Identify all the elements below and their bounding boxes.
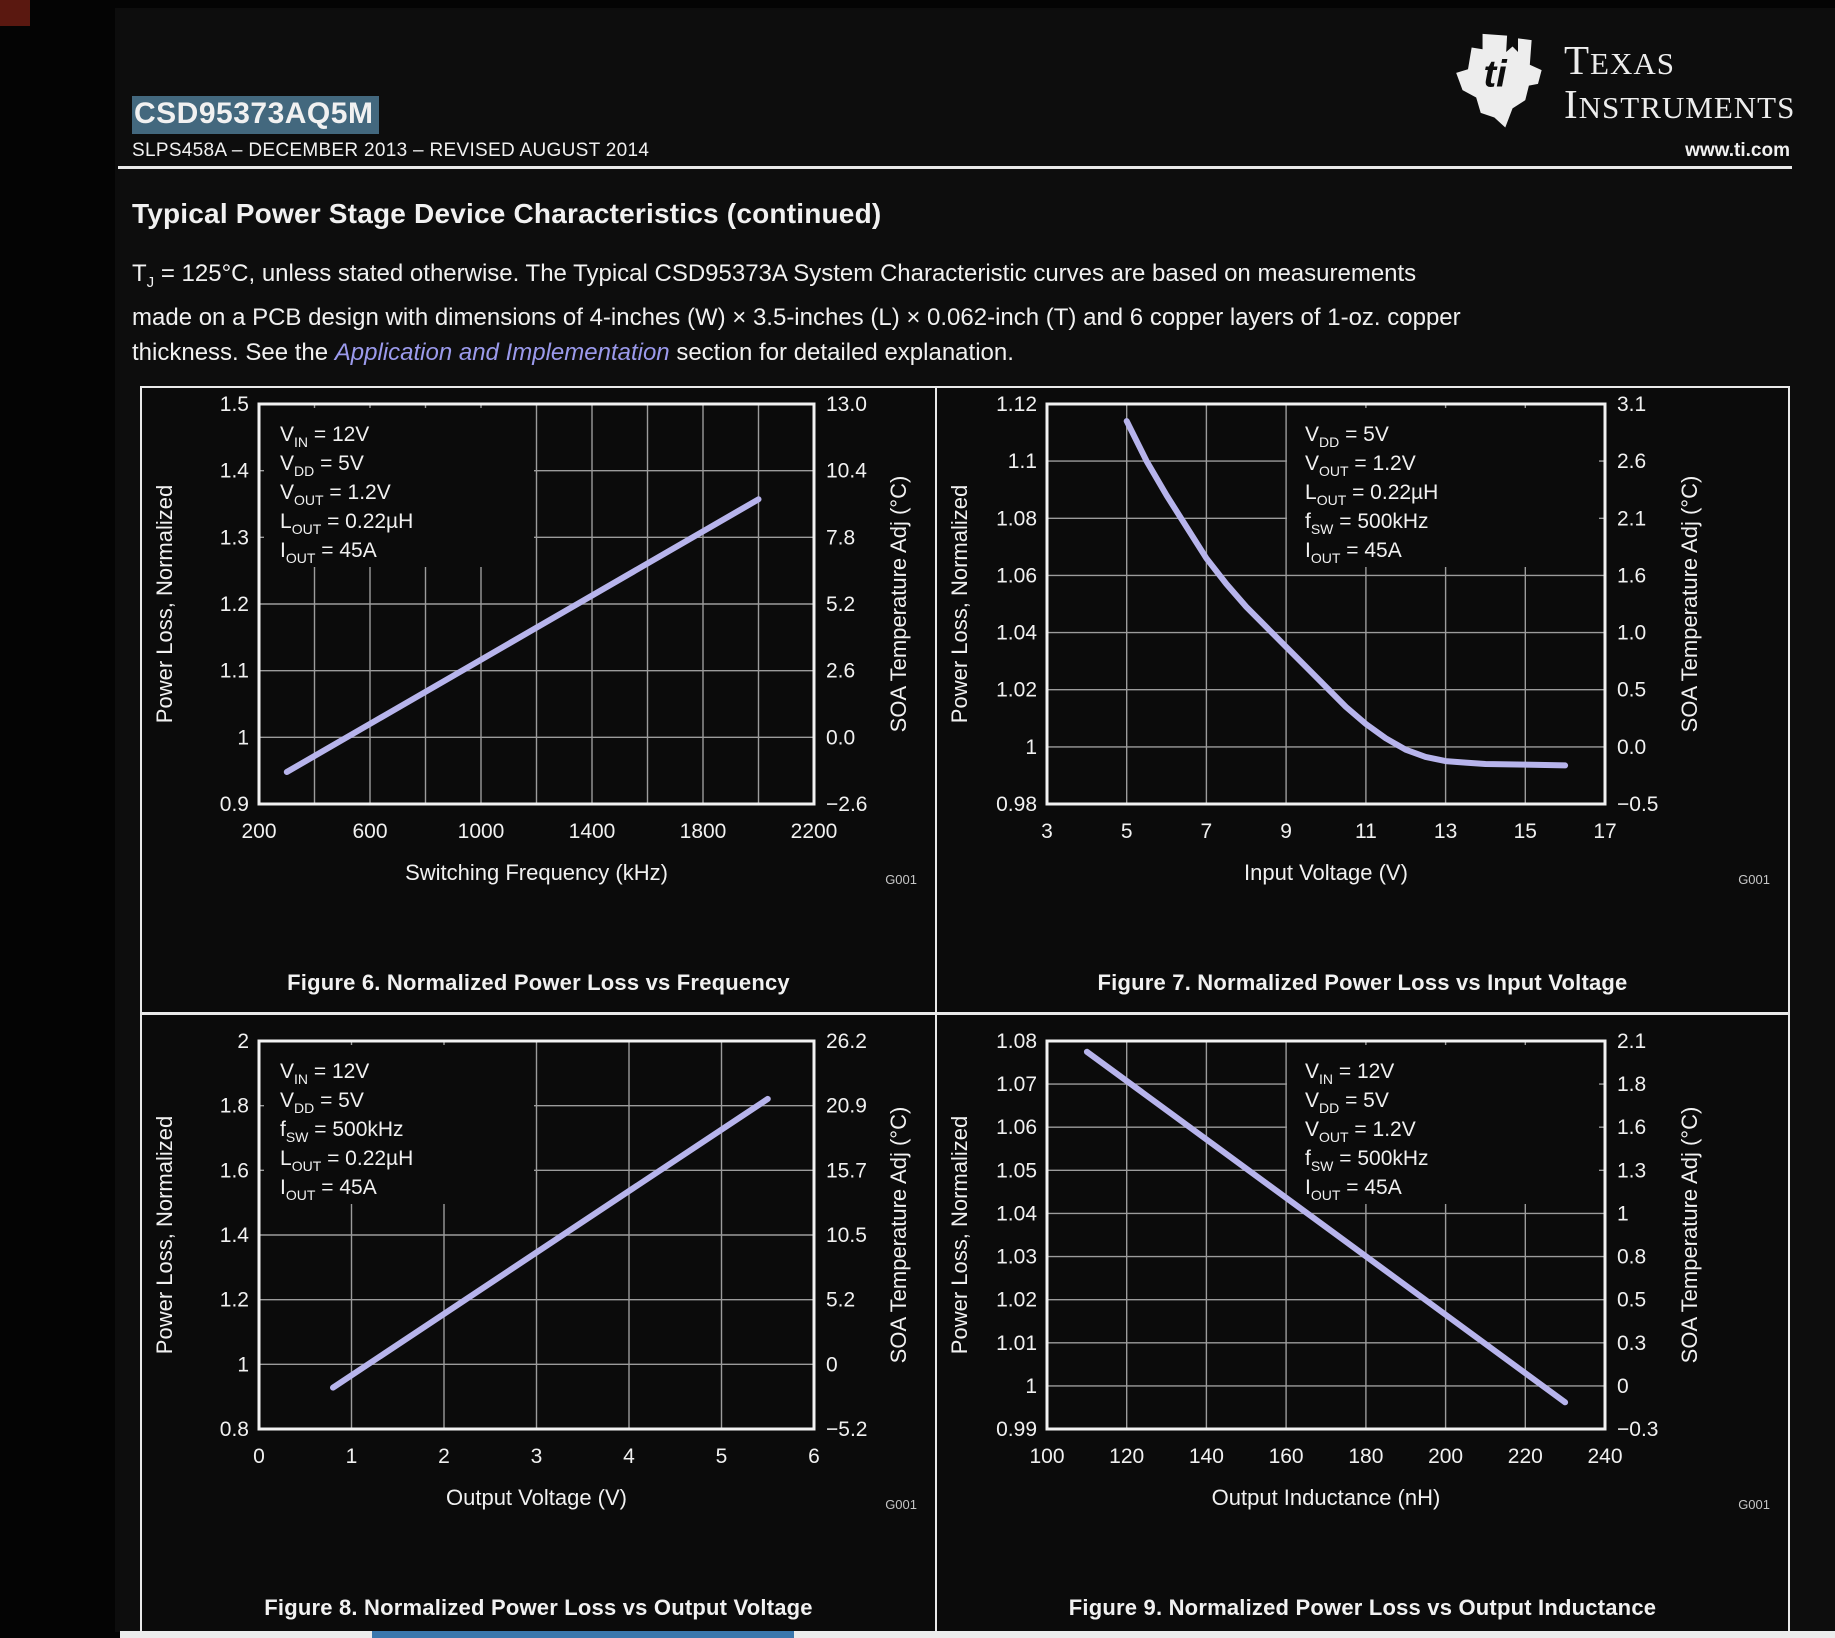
svg-text:1.03: 1.03 (996, 1245, 1037, 1269)
y-axis-ticks-right (1617, 393, 1658, 816)
svg-text:1.02: 1.02 (996, 678, 1037, 702)
figure-6-caption: Figure 6. Normalized Power Loss vs Frequency (287, 970, 790, 995)
svg-text:2.6: 2.6 (826, 659, 856, 683)
svg-text:13.0: 13.0 (826, 393, 867, 416)
svg-text:1.8: 1.8 (1617, 1073, 1647, 1097)
svg-text:ti: ti (1483, 52, 1507, 96)
svg-text:fSW = 500kHz: $f_{SW} = 500kHz$ (1305, 510, 1429, 537)
svg-text:0.8: 0.8 (1617, 1245, 1647, 1269)
svg-text:200: 200 (1428, 1445, 1464, 1468)
figure-7-chart (937, 390, 1788, 1010)
x-axis-ticks (253, 1445, 820, 1468)
svg-text:200: 200 (241, 820, 277, 843)
svg-text:2.6: 2.6 (1617, 450, 1647, 474)
svg-text:IOUT = 45A: $I_{OUT} = 45A$ (280, 539, 377, 566)
svg-text:1.05: 1.05 (996, 1159, 1037, 1183)
svg-text:fSW = 500kHz: $f_{SW} = 500kHz$ (1305, 1147, 1429, 1174)
y-axis-title-right: SOA Temperature Adj (°C) (886, 475, 911, 733)
ti-logo-wordmark (1564, 37, 1796, 128)
y-axis-ticks-right (826, 1030, 867, 1441)
svg-text:5.2: 5.2 (826, 1288, 856, 1312)
svg-text:−0.3: −0.3 (1617, 1418, 1659, 1441)
figure-7 (937, 390, 1788, 1010)
graph-id-watermark: G001 (885, 872, 917, 887)
ti-logo-line2: INSTRUMENTS (1564, 81, 1796, 127)
svg-text:1.6: 1.6 (1617, 564, 1647, 588)
svg-text:VDD = 5V: $V_{DD} = 5V$ (1305, 1089, 1389, 1116)
svg-text:2.1: 2.1 (1617, 507, 1647, 531)
svg-text:180: 180 (1348, 1445, 1384, 1468)
x-axis-ticks (241, 820, 837, 843)
figure-9-chart (937, 1015, 1788, 1638)
svg-text:160: 160 (1268, 1445, 1304, 1468)
svg-text:9: 9 (1280, 820, 1292, 843)
svg-text:13: 13 (1433, 820, 1458, 843)
figure-8-caption: Figure 8. Normalized Power Loss vs Output Voltage (264, 1595, 813, 1620)
website-link[interactable]: www.ti.com (1685, 140, 1790, 161)
svg-text:1: 1 (1617, 1202, 1629, 1226)
svg-text:0: 0 (1617, 1374, 1629, 1398)
svg-text:11: 11 (1354, 820, 1377, 843)
svg-text:2200: 2200 (790, 820, 838, 843)
svg-text:IOUT = 45A: $I_{OUT} = 45A$ (1305, 539, 1402, 566)
svg-text:1.02: 1.02 (996, 1288, 1037, 1312)
svg-text:7.8: 7.8 (826, 526, 856, 550)
svg-text:0.98: 0.98 (996, 793, 1037, 816)
svg-text:VOUT = 1.2V: $V_{OUT} = 1.2V$ (280, 481, 391, 508)
svg-text:1.5: 1.5 (219, 393, 249, 416)
svg-text:VIN = 12V: $V_{IN} = 12V$ (280, 1060, 370, 1087)
figure-7-caption: Figure 7. Normalized Power Loss vs Input Voltage (1097, 970, 1628, 995)
paragraph-line-2: made on a PCB design with dimensions of 4-inches (W) × 3.5-inches (L) × 0.062-inch (T) and 6 copper layers of 1-oz. copper (132, 303, 1461, 331)
svg-text:5.2: 5.2 (826, 593, 856, 616)
svg-text:6: 6 (808, 1445, 820, 1468)
svg-text:5: 5 (1120, 820, 1133, 843)
svg-text:0.8: 0.8 (219, 1418, 249, 1441)
svg-text:3: 3 (1041, 820, 1053, 843)
svg-text:1.6: 1.6 (1617, 1116, 1647, 1140)
svg-text:1.2: 1.2 (219, 593, 249, 616)
svg-text:26.2: 26.2 (826, 1030, 867, 1053)
y-axis-title-left: Power Loss, Normalized (152, 484, 177, 724)
svg-text:0.0: 0.0 (826, 726, 856, 750)
y-axis-ticks-left (996, 393, 1037, 816)
y-axis-ticks-left (996, 1030, 1037, 1441)
svg-text:600: 600 (352, 820, 388, 843)
svg-text:220: 220 (1507, 1445, 1543, 1468)
svg-text:VDD = 5V: $V_{DD} = 5V$ (280, 452, 364, 479)
svg-text:240: 240 (1587, 1445, 1623, 1468)
svg-text:1.06: 1.06 (996, 564, 1037, 588)
svg-text:1.01: 1.01 (996, 1331, 1037, 1355)
svg-text:1.3: 1.3 (219, 526, 249, 550)
svg-text:−5.2: −5.2 (826, 1418, 868, 1441)
svg-text:15.7: 15.7 (826, 1159, 867, 1183)
svg-text:0.9: 0.9 (219, 793, 249, 816)
graph-id-watermark: G001 (885, 1497, 917, 1512)
application-implementation-link[interactable]: Application and Implementation (334, 338, 670, 366)
svg-text:1.06: 1.06 (996, 1116, 1037, 1140)
bottom-selection-bar (372, 1631, 794, 1638)
svg-text:100: 100 (1029, 1445, 1065, 1468)
svg-text:1.07: 1.07 (996, 1073, 1037, 1097)
test-conditions (264, 408, 534, 567)
figure-grid (140, 386, 1790, 1638)
svg-text:1400: 1400 (568, 820, 616, 843)
svg-text:20.9: 20.9 (826, 1094, 867, 1118)
svg-text:VOUT = 1.2V: $V_{OUT} = 1.2V$ (1305, 1118, 1416, 1145)
paragraph-line-1: $T_J = 125^\circ C$, unless stated otherwise. The Typical CSD95373A System Characteristic curves are based on measurements (132, 260, 1417, 291)
svg-text:0: 0 (826, 1353, 838, 1377)
svg-text:120: 120 (1109, 1445, 1145, 1468)
doc-revision-line: SLPS458A – DECEMBER 2013 – REVISED AUGUST 2014 (132, 140, 650, 161)
x-axis-ticks (1041, 820, 1617, 843)
figure-8 (142, 1015, 935, 1638)
figure-9-caption: Figure 9. Normalized Power Loss vs Output Inductance (1068, 1595, 1657, 1620)
svg-text:0.5: 0.5 (1617, 1288, 1647, 1312)
y-axis-ticks-right (826, 393, 867, 816)
x-axis-ticks (1029, 1445, 1622, 1468)
svg-text:1.08: 1.08 (996, 507, 1037, 531)
y-axis-ticks-right (1617, 1030, 1658, 1441)
y-axis-title-right: SOA Temperature Adj (°C) (1677, 475, 1702, 733)
svg-text:VDD = 5V: $V_{DD} = 5V$ (1305, 423, 1389, 450)
svg-text:0.3: 0.3 (1617, 1331, 1647, 1355)
svg-text:2: 2 (237, 1030, 249, 1053)
svg-text:2: 2 (438, 1445, 450, 1468)
test-conditions (264, 1045, 534, 1204)
svg-text:140: 140 (1188, 1445, 1224, 1468)
svg-text:4: 4 (623, 1445, 635, 1468)
section-title: Typical Power Stage Device Characteristics (continued) (132, 198, 882, 229)
svg-text:LOUT = 0.22µH: $L_{OUT} = 0.22\mu H$ (280, 1147, 414, 1174)
x-axis-title: Switching Frequency (kHz) (405, 860, 668, 885)
y-axis-title-right: SOA Temperature Adj (°C) (1677, 1106, 1702, 1364)
svg-text:1800: 1800 (679, 820, 727, 843)
svg-text:1.8: 1.8 (219, 1094, 249, 1118)
svg-text:−0.5: −0.5 (1617, 793, 1659, 816)
svg-text:VDD = 5V: $V_{DD} = 5V$ (280, 1089, 364, 1116)
svg-text:7: 7 (1200, 820, 1213, 843)
svg-text:1.04: 1.04 (996, 621, 1037, 645)
figure-9 (937, 1015, 1788, 1638)
svg-text:LOUT = 0.22µH: $L_{OUT} = 0.22\mu H$ (1305, 481, 1439, 508)
x-axis-title: Input Voltage (V) (1244, 860, 1408, 885)
header-rule (118, 166, 1792, 169)
svg-text:1.1: 1.1 (219, 659, 249, 683)
svg-text:LOUT = 0.22µH: $L_{OUT} = 0.22\mu H$ (280, 510, 414, 537)
svg-text:1.0: 1.0 (1617, 621, 1647, 645)
svg-text:0.5: 0.5 (1617, 678, 1647, 702)
test-conditions (1287, 1045, 1599, 1204)
graph-id-watermark: G001 (1738, 1497, 1770, 1512)
svg-text:1.6: 1.6 (219, 1159, 249, 1183)
svg-text:1.12: 1.12 (996, 393, 1037, 416)
paragraph-line-3: thickness. See the Application and Implementation section for detailed explanation. (132, 338, 1014, 366)
svg-text:15: 15 (1513, 820, 1537, 843)
ti-logo (1452, 26, 1797, 134)
svg-text:1.4: 1.4 (219, 459, 249, 483)
graph-id-watermark: G001 (1738, 872, 1770, 887)
svg-text:1: 1 (237, 1353, 249, 1377)
svg-text:3: 3 (530, 1445, 543, 1468)
svg-text:1: 1 (237, 726, 249, 750)
svg-text:1: 1 (345, 1445, 358, 1468)
ti-logo-mark-icon (1452, 32, 1544, 132)
y-axis-title-left: Power Loss, Normalized (947, 1115, 972, 1355)
ti-logo-line1: TEXAS (1564, 37, 1675, 83)
svg-text:17: 17 (1593, 820, 1617, 843)
svg-text:10.5: 10.5 (826, 1224, 867, 1247)
svg-text:1.08: 1.08 (996, 1030, 1037, 1053)
svg-text:0: 0 (253, 1445, 265, 1468)
svg-text:1: 1 (1025, 735, 1037, 759)
svg-text:5: 5 (715, 1445, 728, 1468)
svg-text:1.2: 1.2 (219, 1288, 249, 1312)
figure-6-chart (142, 390, 935, 1010)
y-axis-title-left: Power Loss, Normalized (152, 1115, 177, 1355)
y-axis-title-right: SOA Temperature Adj (°C) (886, 1106, 911, 1364)
red-corner-marker (0, 0, 30, 26)
y-axis-ticks-left (220, 1030, 250, 1441)
test-conditions (1287, 408, 1599, 567)
y-axis-title-left: Power Loss, Normalized (947, 484, 972, 724)
svg-text:−2.6: −2.6 (826, 793, 868, 816)
figure-8-chart (142, 1015, 935, 1638)
part-number: CSD95373AQ5M (132, 96, 379, 134)
page-bottom-edge (120, 1631, 1835, 1638)
svg-text:VIN = 12V: $V_{IN} = 12V$ (280, 423, 370, 450)
svg-text:1000: 1000 (457, 820, 505, 843)
svg-text:VIN = 12V: $V_{IN} = 12V$ (1305, 1060, 1395, 1087)
svg-text:VOUT = 1.2V: $V_{OUT} = 1.2V$ (1305, 452, 1416, 479)
x-axis-title: Output Voltage (V) (446, 1485, 627, 1510)
svg-text:IOUT = 45A: $I_{OUT} = 45A$ (280, 1176, 377, 1203)
svg-text:2.1: 2.1 (1617, 1030, 1647, 1053)
svg-text:1.3: 1.3 (1617, 1159, 1647, 1183)
svg-text:1.4: 1.4 (219, 1224, 249, 1247)
svg-text:1.04: 1.04 (996, 1202, 1037, 1226)
x-axis-title: Output Inductance (nH) (1211, 1485, 1441, 1510)
svg-text:1: 1 (1025, 1374, 1037, 1398)
y-axis-ticks-left (220, 393, 250, 816)
svg-text:10.4: 10.4 (826, 459, 867, 483)
svg-text:IOUT = 45A: $I_{OUT} = 45A$ (1305, 1176, 1402, 1203)
svg-text:0.0: 0.0 (1617, 735, 1647, 759)
svg-text:1.1: 1.1 (1007, 450, 1037, 474)
intro-paragraph (132, 256, 1782, 370)
svg-text:0.99: 0.99 (996, 1418, 1037, 1441)
svg-text:fSW = 500kHz: $f_{SW} = 500kHz$ (280, 1118, 404, 1145)
figure-6 (142, 390, 935, 1010)
svg-text:3.1: 3.1 (1617, 393, 1647, 416)
